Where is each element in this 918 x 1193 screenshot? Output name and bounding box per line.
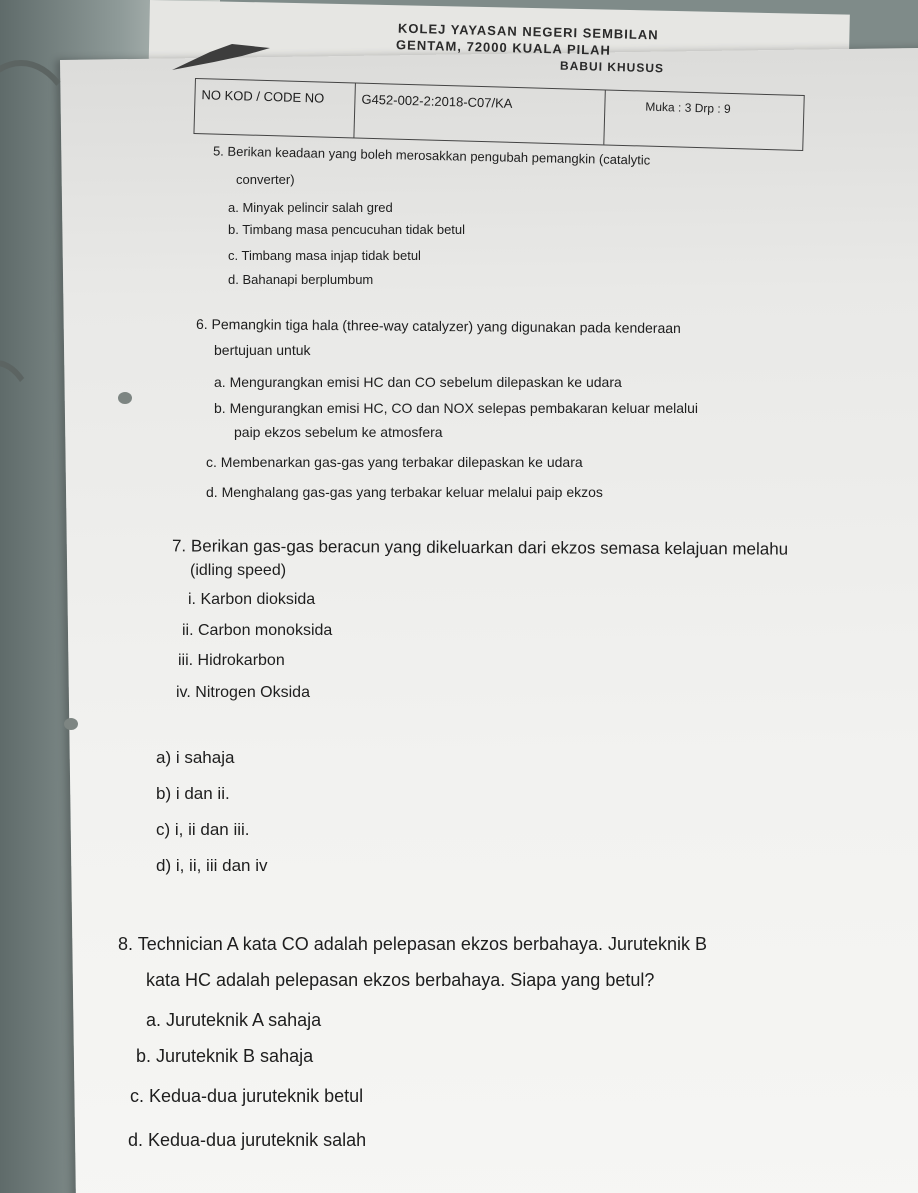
- question-text-cont: kata HC adalah pelepasan ekzos berbahaya. Siapa yang betul?: [146, 970, 655, 990]
- option: a. Minyak pelincir salah gred: [228, 200, 393, 215]
- option: b. Timbang masa pencucuhan tidak betul: [228, 222, 466, 237]
- question-number: 5.: [212, 143, 225, 159]
- question-text-cont: (idling speed): [190, 562, 287, 579]
- option: d. Kedua-dua juruteknik salah: [128, 1130, 367, 1150]
- option: c) i, ii dan iii.: [156, 820, 250, 839]
- institution-address: GENTAM, 72000 KUALA PILAH: [395, 37, 612, 58]
- item: ii. Carbon monoksida: [182, 622, 333, 639]
- question-number: 6.: [195, 315, 208, 332]
- question-8: [118, 934, 707, 955]
- code-table: [193, 78, 804, 151]
- question-5: [213, 143, 650, 167]
- option: d. Bahanapi berplumbum: [228, 272, 374, 287]
- question-text: Berikan keadaan yang boleh merosakkan pengubah pemangkin (catalytic: [227, 143, 651, 168]
- option: d. Menghalang gas-gas yang terbakar keluar melalui paip ekzos: [206, 484, 603, 500]
- option: b. Juruteknik B sahaja: [136, 1046, 314, 1066]
- option: a. Mengurangkan emisi HC dan CO sebelum dilepaskan ke udara: [214, 374, 622, 390]
- item: iii. Hidrokarbon: [178, 652, 285, 669]
- question-text-cont: converter): [236, 172, 295, 187]
- header-subtitle: BABUI KHUSUS: [559, 58, 665, 76]
- institution-name: KOLEJ YAYASAN NEGERI SEMBILAN: [397, 20, 659, 43]
- question-text: Technician A kata CO adalah pelepasan ekzos berbahaya. Juruteknik B: [137, 934, 708, 954]
- question-text-cont: bertujuan untuk: [214, 342, 311, 358]
- option: c. Membenarkan gas-gas yang terbakar dilepaskan ke udara: [206, 454, 583, 470]
- option: b) i dan ii.: [156, 784, 230, 803]
- question-7: [172, 536, 788, 559]
- option: c. Kedua-dua juruteknik betul: [130, 1086, 364, 1106]
- question-text: Berikan gas-gas beracun yang dikeluarkan dari ekzos semasa kelajuan melahu: [190, 536, 789, 559]
- question-text: Pemangkin tiga hala (three-way catalyzer) yang digunakan pada kenderaan: [211, 316, 681, 337]
- item: i. Karbon dioksida: [188, 591, 316, 608]
- question-number: 8.: [118, 934, 134, 954]
- question-6: [196, 316, 681, 336]
- option: c. Timbang masa injap tidak betul: [228, 248, 421, 263]
- code-value: G452-002-2:2018-C07/KA: [354, 83, 605, 144]
- item: iv. Nitrogen Oksida: [176, 684, 310, 701]
- page-info: Muka : 3 Drp : 9: [645, 99, 731, 116]
- question-number: 7.: [171, 536, 187, 556]
- option: a) i sahaja: [156, 748, 235, 767]
- option: d) i, ii, iii dan iv: [156, 856, 268, 875]
- option: a. Juruteknik A sahaja: [146, 1010, 322, 1030]
- option: b. Mengurangkan emisi HC, CO dan NOX selepas pembakaran keluar melalui: [214, 400, 699, 416]
- code-label: NO KOD / CODE NO: [194, 79, 355, 137]
- option-cont: paip ekzos sebelum ke atmosfera: [234, 424, 443, 440]
